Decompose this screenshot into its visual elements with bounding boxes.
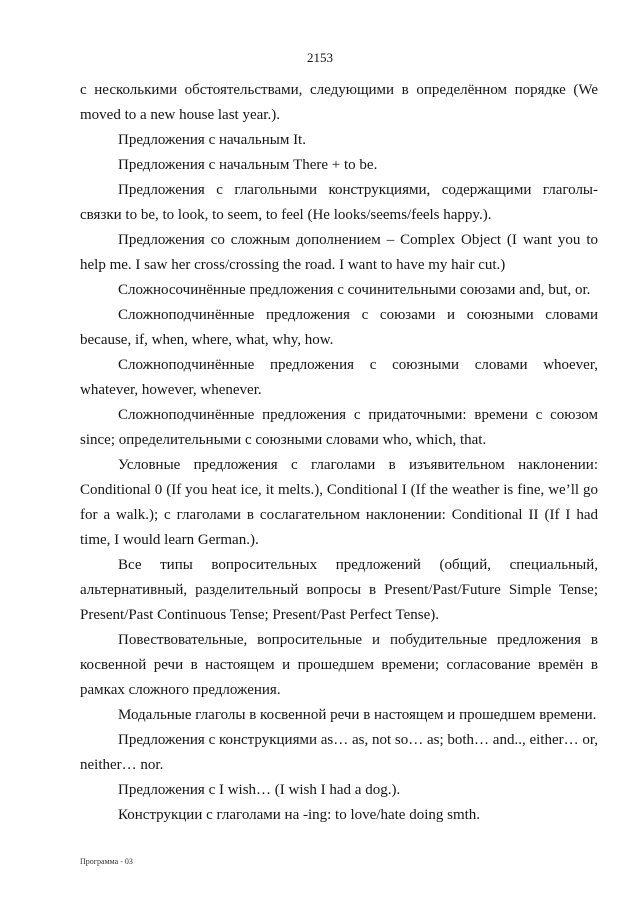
paragraph: Предложения с I wish… (I wish I had a dog.). xyxy=(118,782,401,798)
paragraph: Повествовательные, вопросительные и побудительные предложения в косвенной речи в настоящем и прошедшем времени; согласование времён в рамках сложного предложения. xyxy=(80,632,598,698)
paragraph: Конструкции с глаголами на -ing: to love/hate doing smth. xyxy=(118,807,481,823)
paragraph: Предложения с конструкциями as… as, not so… as; both… and.., either… or, neither… nor. xyxy=(80,732,599,773)
paragraph: Модальные глаголы в косвенной речи в настоящем и прошедшем времени. xyxy=(118,707,597,723)
paragraph: Сложноподчинённые предложения с союзами и союзными словами because, if, when, where, what, why, how. xyxy=(80,307,598,348)
paragraph: Предложения с начальным It. xyxy=(118,132,306,148)
paragraph: Сложноподчинённые предложения с придаточными: времени с союзом since; определительными с союзными словами who, which, that. xyxy=(80,407,598,448)
paragraph: Условные предложения с глаголами в изъявительном наклонении: Conditional 0 (If you heat ice, it melts.), Conditional I (If the weather is fine, we’ll go for a walk.); с глаголами в сослагательном наклонении: Conditional II (If I had time, I would learn German.). xyxy=(80,457,598,548)
paragraph: Сложноподчинённые предложения с союзными словами whoever, whatever, however, whenever. xyxy=(80,357,598,398)
paragraph: Предложения со сложным дополнением – Complex Object (I want you to help me. I saw her cross/crossing the road. I want to have my hair cut.) xyxy=(80,232,598,273)
body-text xyxy=(80,78,598,828)
paragraph: с несколькими обстоятельствами, следующими в определённом порядке (We moved to a new house last year.). xyxy=(80,82,598,123)
paragraph: Предложения с начальным There + to be. xyxy=(118,157,378,173)
paragraph: Все типы вопросительных предложений (общий, специальный, альтернативный, разделительный вопросы в Present/Past/Future Simple Tense; Present/Past Continuous Tense; Present/Past Perfect Tense). xyxy=(80,557,598,623)
paragraph: Сложносочинённые предложения с сочинительными союзами and, but, or. xyxy=(118,282,591,298)
page-number: 2153 xyxy=(307,50,333,65)
paragraph: Предложения с глагольными конструкциями, содержащими глаголы-связки to be, to look, to seem, to feel (He looks/seems/feels happy.). xyxy=(80,182,598,223)
footer-label: Программа - 03 xyxy=(80,857,133,866)
